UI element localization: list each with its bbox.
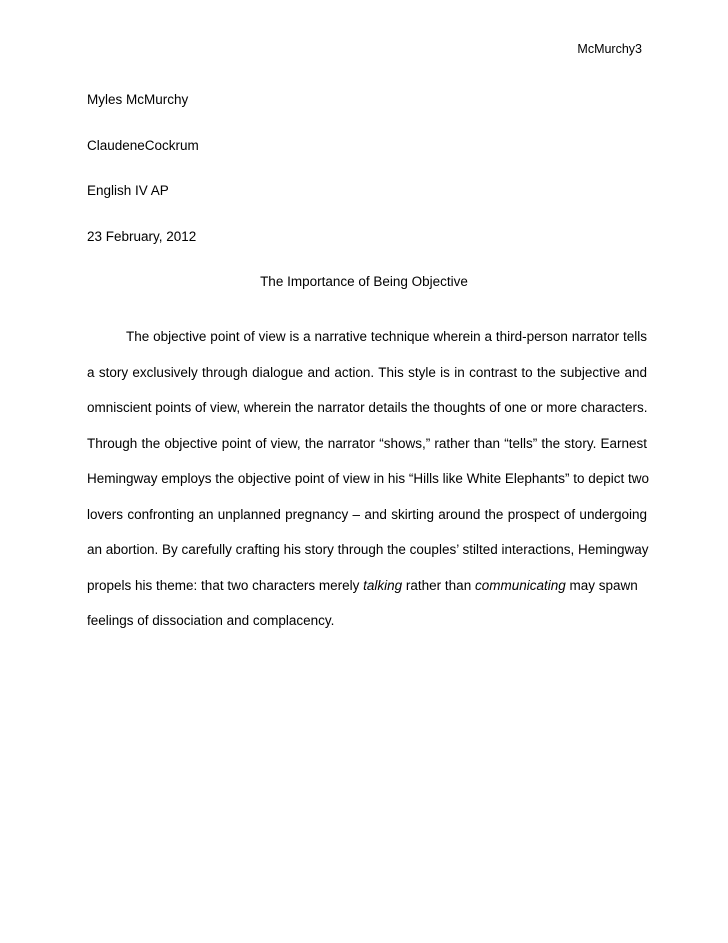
running-head: McMurchy3 (577, 42, 642, 56)
teacher-name: ClaudeneCockrum (87, 138, 199, 153)
paragraph-line: a story exclusively through dialogue and action. This style is in contrast to the subjective and (87, 364, 647, 380)
paragraph-line: an abortion. By carefully crafting his story through the couples’ stilted interactions, Hemingway (87, 542, 649, 557)
paragraph-line-thesis (87, 568, 647, 604)
paragraph-line: lovers confronting an unplanned pregnancy – and skirting around the prospect of undergoing (87, 506, 647, 522)
body-paragraph (87, 319, 647, 639)
course-name: English IV AP (87, 183, 169, 198)
paragraph-line: Hemingway employs the objective point of view in his “Hills like White Elephants” to depict two (87, 471, 649, 486)
paragraph-line: feelings of dissociation and complacency. (87, 613, 335, 628)
thesis-text: propels his theme: that two characters merely (87, 577, 364, 593)
paragraph-line: Through the objective point of view, the narrator “shows,” rather than “tells” the story. Earnest (87, 435, 647, 451)
essay-date: 23 February, 2012 (87, 229, 197, 244)
thesis-text: rather than (402, 577, 475, 593)
student-name: Myles McMurchy (87, 92, 189, 107)
thesis-text: may spawn (565, 577, 638, 593)
italic-word-communicating: communicating (474, 577, 566, 593)
paragraph-line: omniscient points of view, wherein the narrator details the thoughts of one or more characters. (87, 400, 648, 415)
paragraph-line: The objective point of view is a narrative technique wherein a third-person narrator tells (126, 329, 647, 344)
essay-title: The Importance of Being Objective (260, 274, 468, 289)
italic-word-talking: talking (363, 577, 403, 593)
